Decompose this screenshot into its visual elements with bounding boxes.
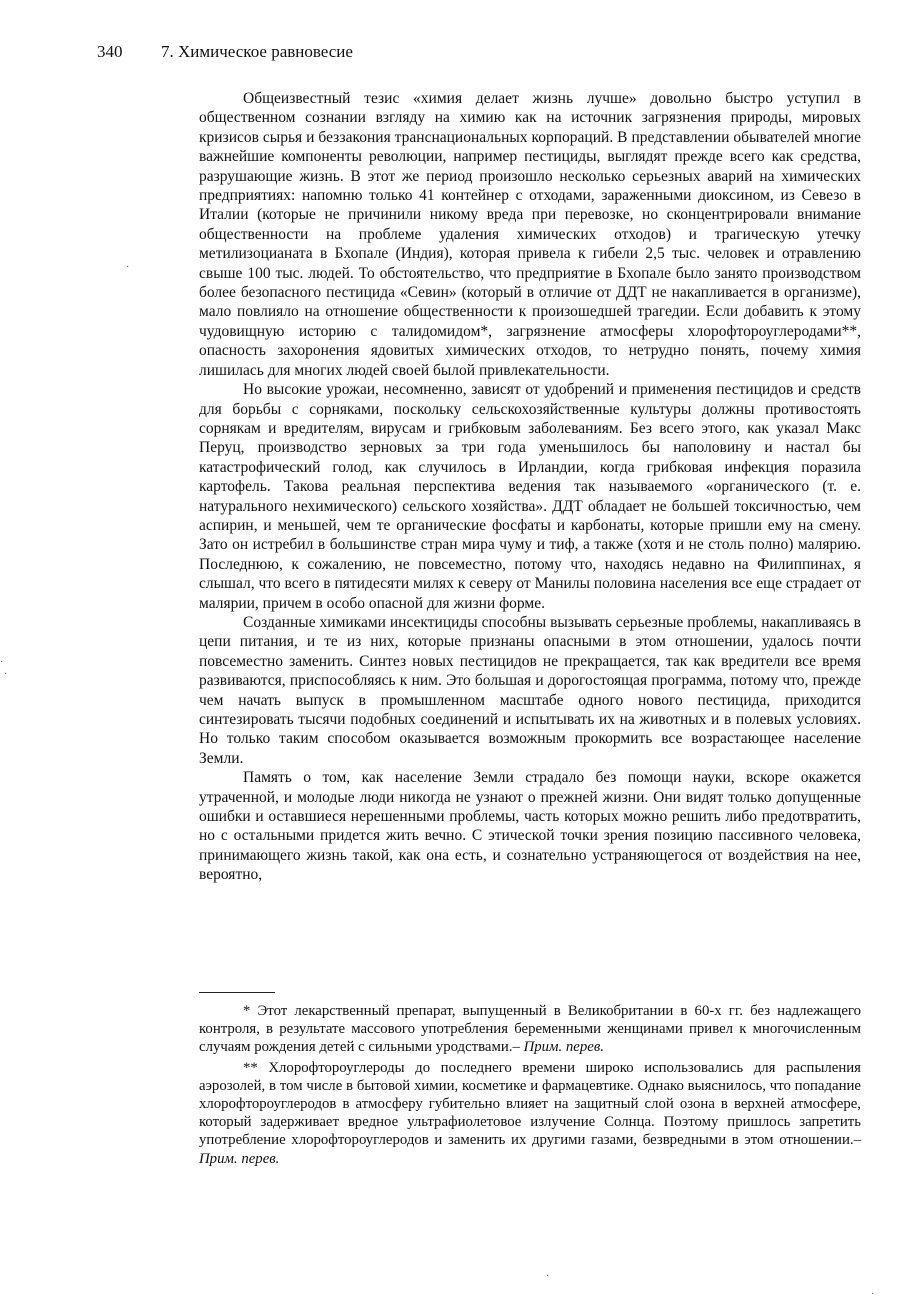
scan-speck: · <box>871 1289 875 1300</box>
scan-speck: · <box>4 669 8 680</box>
footnote <box>199 1059 861 1168</box>
paragraph: Но высокие урожаи, несомненно, зависят от удобрений и применения пестицидов и средств для борьбы с сорняками, поскольку сельскохозяйственные культуры должны противостоять сорнякам и вредителям, вирусам и грибковым заболеваниям. Без всего этого, как указал Макс Перуц, производство зерновых за три года уменьшилось бы наполовину и настал бы катастрофический голод, как случилось в Ирландии, когда грибковая инфекция поразила картофель. Такова реальная перспектива ведения так называемого «органического (т. е. натурального нехимического) сельского хозяйства». ДДТ обладает не большей токсичностью, чем аспирин, и меньшей, чем те органические фосфаты и карбонаты, которые пришли ему на смену. Зато он истребил в большинстве стран мира чуму и тиф, а также (хотя и не столь полно) малярию. Последнюю, к сожалению, не повсеместно, потому что, находясь недавно на Филиппинах, я слышал, что всего в пятидесяти милях к северу от Манилы половина населения все еще страдает от малярии, причем в особо опасной для жизни форме. <box>199 381 861 612</box>
paragraph: Созданные химиками инсектициды способны вызывать серьезные проблемы, накапливаясь в цепи питания, и те из них, которые признаны опасными в этом отношении, удалось почти повсеместно заменить. Синтез новых пестицидов не прекращается, так как вредители все время развиваются, приспособляясь к ним. Это большая и дорогостоящая программа, потому что, прежде чем начать выпуск в промышленном масштабе одного нового пестицида, приходится синтезировать тысячи подобных соединений и испытывать их на животных и в полевых условиях. Но только таким способом оказывается возможным прокормить все возрастающее население Земли. <box>199 613 861 767</box>
translator-note: Прим. перев. <box>199 1150 280 1167</box>
paragraph: Общеизвестный тезис «химия делает жизнь лучше» довольно быстро уступил в общественном сознании взгляду на химию как на источник загрязнения природы, мировых кризисов сырья и беззакония транснациональных корпораций. В представлении обывателей многие важнейшие компоненты революции, например пестициды, выглядят прежде всего как средства, разрушающие жизнь. В этот же период произошло несколько серьезных аварий на химических предприятиях: напомню только 41 контейнер с отходами, зараженными диоксином, из Севезо в Италии (которые не причинили никому вреда при перевозке, но сконцентрировали внимание общественности на проблеме удаления химических отходов) и трагическую утечку метилизоцианата в Бхопале (Индия), которая привела к гибели 2,5 тыс. человек и отравлению свыше 100 тыс. людей. То обстоятельство, что предприятие в Бхопале было занято производством более безопасного пестицида «Севин» (который в отличие от ДДТ не накапливается в организме), мало повлияло на отношение общественности к произошедшей трагедии. Если добавить к этому чудовищную историю с талидомидом*, загрязнение атмосферы хлорофтороуглеродами**, опасность захоронения ядовитых химических отходов, то нетрудно понять, почему химия лишилась для многих людей своей былой привлекательности. <box>199 90 861 379</box>
paragraph: Память о том, как население Земли страдало без помощи науки, вскоре окажется утраченной, и молодые люди никогда не узнают о прежней жизни. Они видят только допущенные ошибки и оставшиеся нерешенными проблемы, часть которых можно решить либо предотвратить, но с остальными придется жить вечно. С этической точки зрения позицию пассивного человека, принимающего жизнь такой, как она есть, и сознательно устраняющегося от воздействия на нее, вероятно, <box>199 769 861 884</box>
scan-speck: · <box>546 1271 550 1282</box>
footnotes <box>199 1002 861 1170</box>
scan-speck: · <box>126 262 130 273</box>
footnote-text: ** Хлорофтороуглероды до последнего времени широко использовались для распыления аэрозолей, в том числе в бытовой химии, косметике и фармацевтике. Однако выяснилось, что попадание хлорофтороуглеродов в атмосферу губительно влияет на защитный слой озона в верхней атмосфере, который задерживает вредное ультрафиолетовое излучение Солнца. Поэтому пришлось запретить употребление хлорофтороуглеродов и заменить их другими газами, безвредными в этом отношении.– <box>199 1059 861 1149</box>
footnote <box>199 1002 861 1057</box>
page-number: 340 <box>97 42 123 61</box>
translator-note: Прим. перев. <box>523 1039 604 1056</box>
scan-speck: · <box>0 657 4 668</box>
footnote-text: * Этот лекарственный препарат, выпущенный в Великобритании в 60-х гг. без надлежащего контроля, в результате массового употребления беременными женщинами привел к многочисленным случаям рождения детей с сильными уродствами.– <box>199 1003 861 1056</box>
page-header <box>97 42 353 62</box>
chapter-title: 7. Химическое равновесие <box>161 42 353 61</box>
body-text <box>199 89 861 885</box>
footnote-separator <box>199 992 275 993</box>
